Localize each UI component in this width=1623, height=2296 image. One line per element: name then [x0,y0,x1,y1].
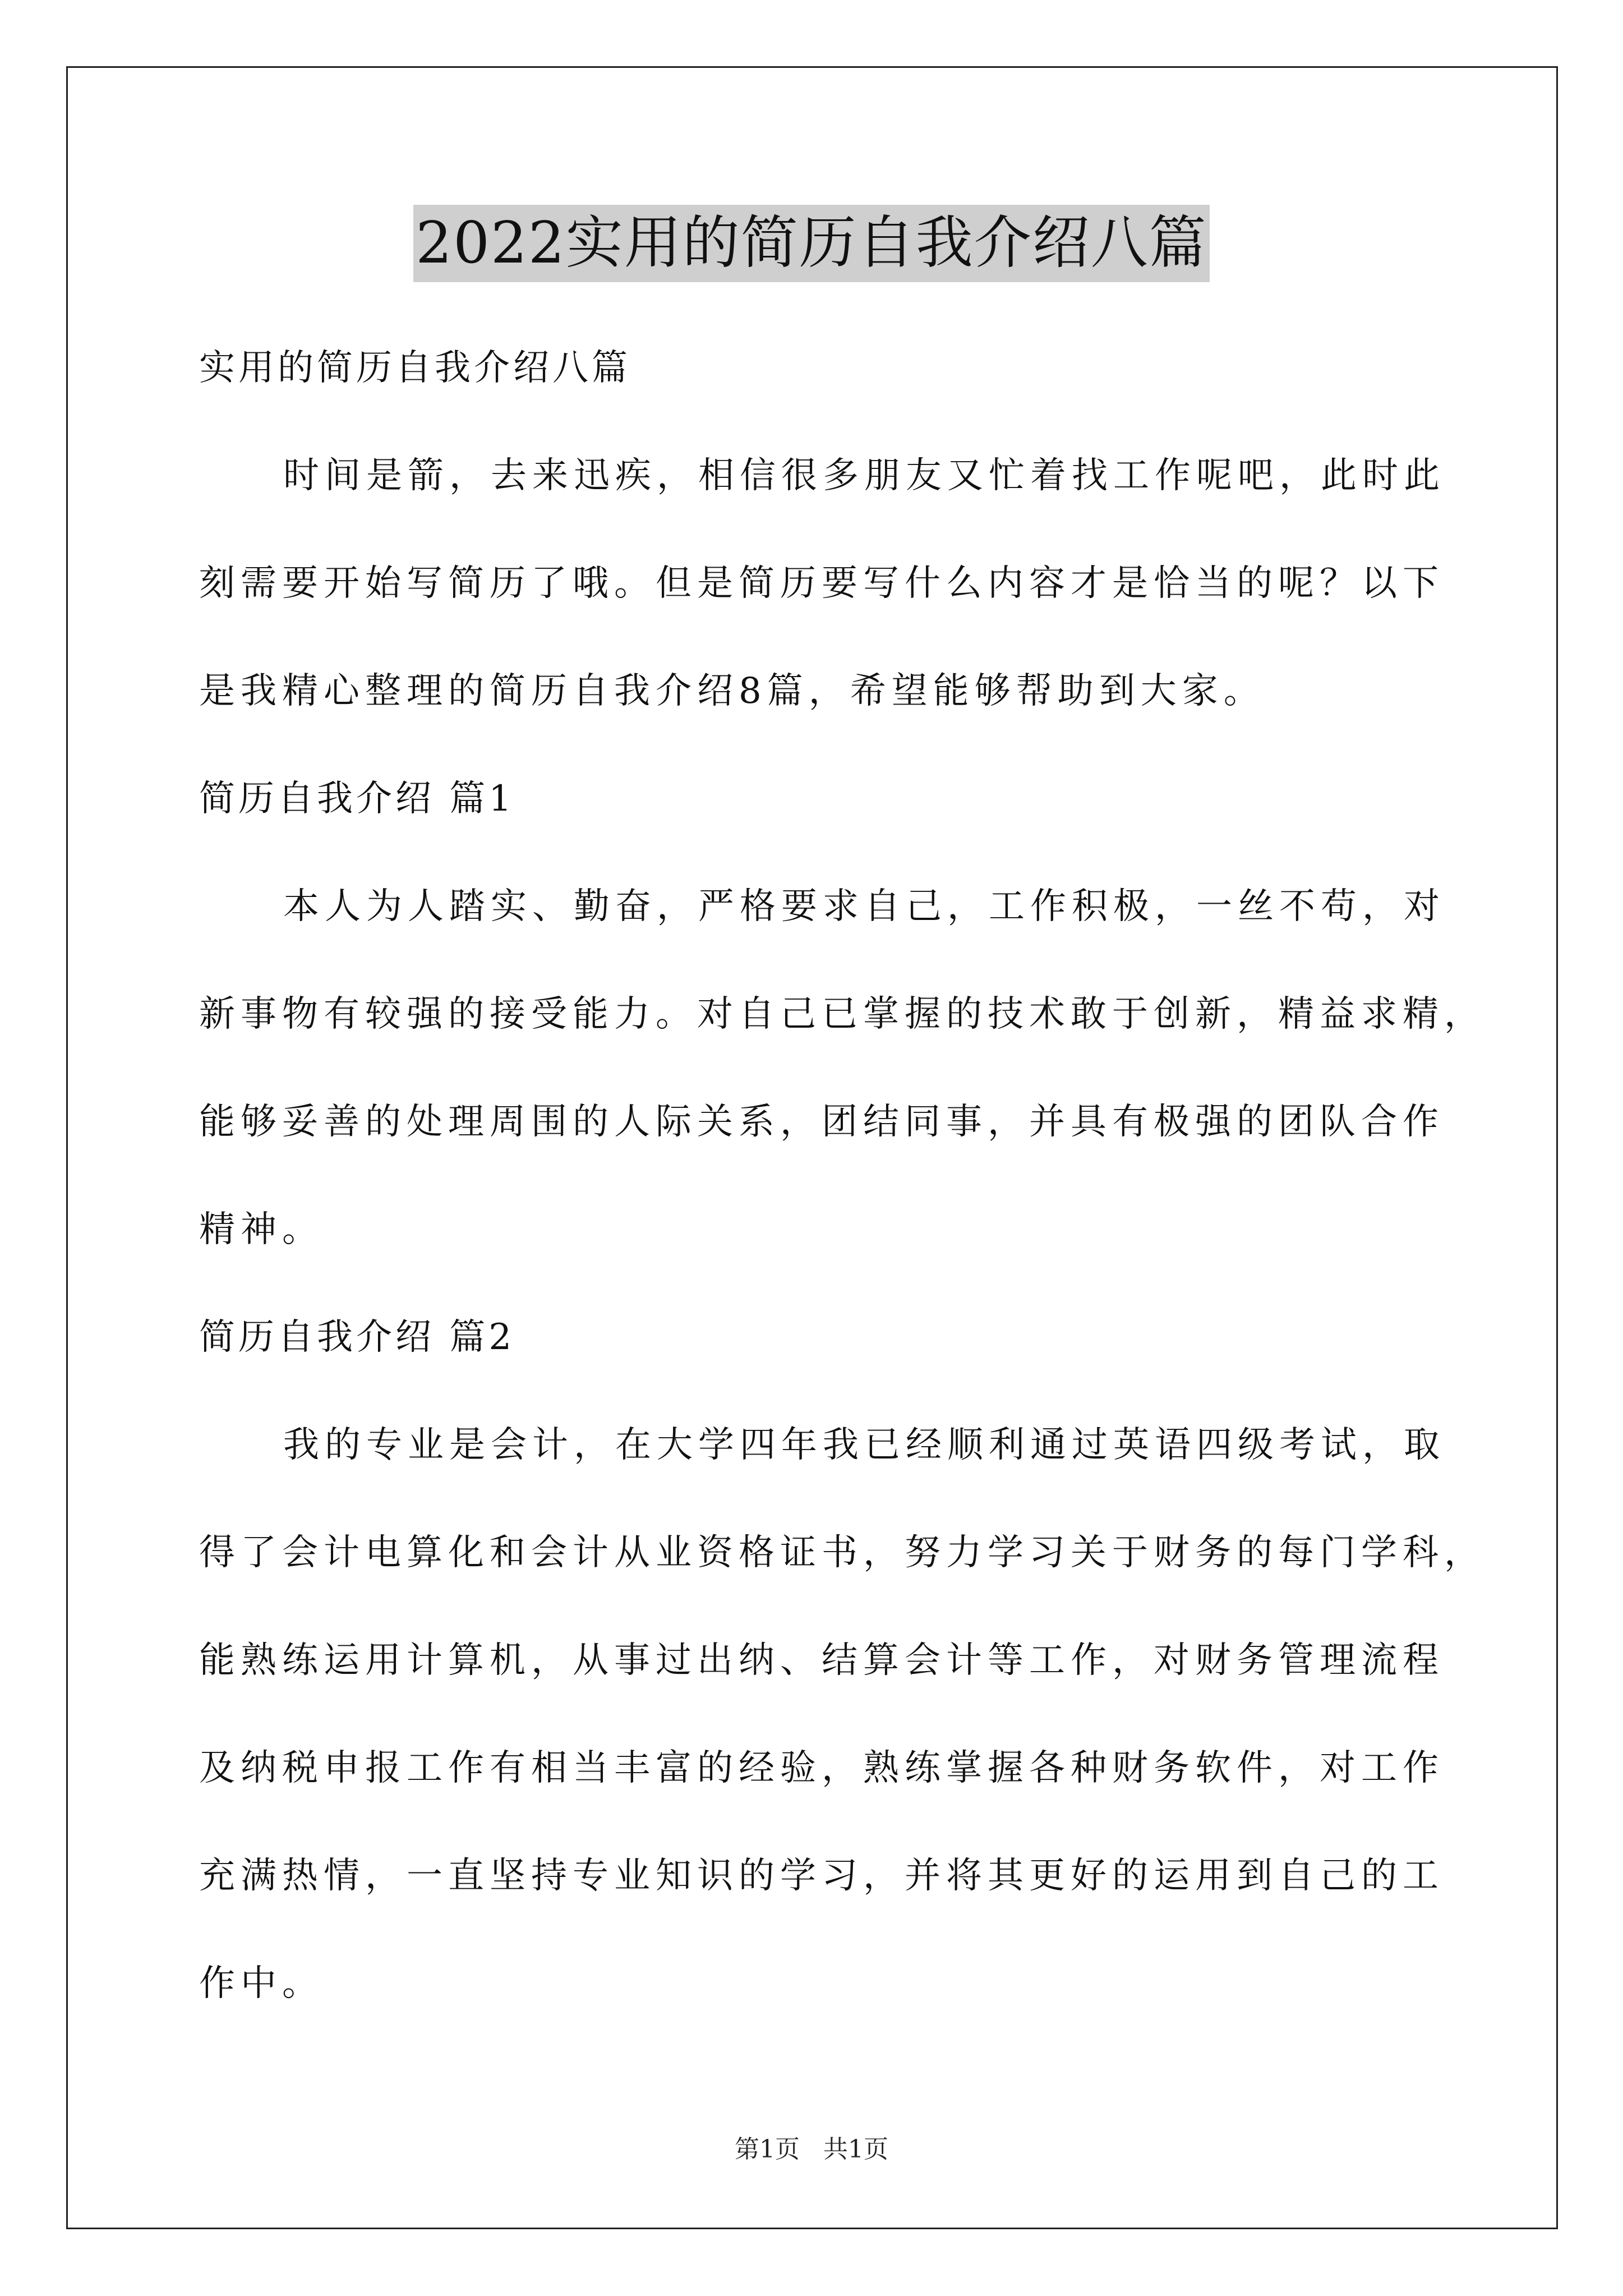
section2-line: 及纳税申报工作有相当丰富的经验，熟练掌握各种财务软件，对工作 [199,1747,1444,1789]
section1-line: 本人为人踏实、勤奋，严格要求自己，工作积极，一丝不苟，对 [283,886,1445,927]
document-body [199,314,1486,2037]
section2-line: 我的专业是会计，在大学四年我已经顺利通过英语四级考试，取 [283,1424,1445,1466]
document-title: 2022实用的简历自我介绍八篇 [413,205,1210,282]
document-subtitle: 实用的简历自我介绍八篇 [199,347,631,389]
section-heading-2: 简历自我介绍 篇2 [199,1317,515,1358]
page-footer: 第1页 共1页 [735,2135,888,2164]
intro-line: 是我精心整理的简历自我介绍8篇，希望能够帮助到大家。 [199,670,1265,712]
section2-line: 充满热情，一直坚持专业知识的学习，并将其更好的运用到自己的工 [199,1855,1444,1897]
section-heading-1: 简历自我介绍 篇1 [199,778,515,820]
title-wrapper [0,205,1623,282]
intro-line: 刻需要开始写简历了哦。但是简历要写什么内容才是恰当的呢？以下 [199,563,1444,604]
intro-line: 时间是箭，去来迅疾，相信很多朋友又忙着找工作呢吧，此时此 [283,455,1445,496]
section1-line: 新事物有较强的接受能力。对自己已掌握的技术敢于创新，精益求精， [199,993,1486,1035]
section1-line: 能够妥善的处理周围的人际关系，团结同事，并具有极强的团队合作 [199,1101,1444,1143]
section2-line: 作中。 [199,1963,324,2004]
section1-line: 精神。 [199,1209,324,1250]
section2-line: 得了会计电算化和会计从业资格证书，努力学习关于财务的每门学科， [199,1532,1486,1573]
section2-line: 能熟练运用计算机，从事过出纳、结算会计等工作，对财务管理流程 [199,1640,1444,1681]
